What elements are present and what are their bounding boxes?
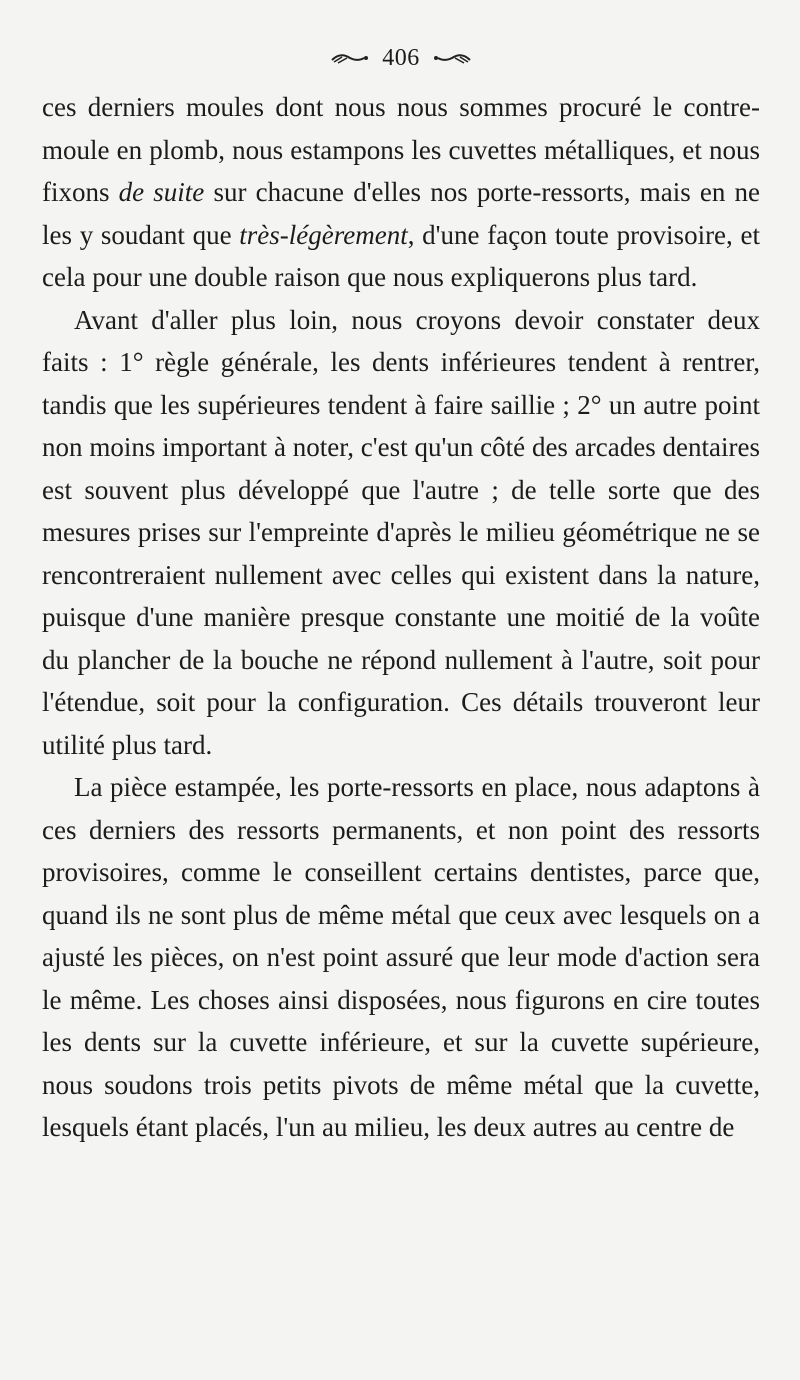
left-ornament-icon [330,51,370,65]
paragraph [42,766,760,1149]
italic-text: très-légèrement [239,219,408,250]
page-header [42,30,760,86]
body-text [42,86,760,1149]
text-run: ces derniers moules dont nous nous sommes procuré le contre-moule en plomb, nous estampons les cuvettes métalliques, et nous fixons [42,92,760,207]
right-ornament-icon [432,51,472,65]
paragraph [42,299,760,767]
paragraph [42,86,760,299]
page-number: 406 [382,44,420,71]
italic-text: de suite [118,177,205,207]
text-run: Avant d'aller plus loin, nous croyons devoir constater deux faits : 1° règle générale, les dents inférieures tendent à rentrer, tandis que les supérieures tendent à faire saillie ; 2° un autre point non moins important à noter, c'est qu'un côté des arcades dentaires est souvent plus développé que l'autre ; de telle sorte que des mesures prises sur l'empreinte d'après le milieu géométrique ne se rencontreraient nullement avec celles qui existent dans la nature, puisque d'une manière presque constante une moitié de la voûte du plancher de la bouche ne répond nullement à l'autre, soit pour l'étendue, soit pour la configuration. Ces détails trouveront leur utilité plus tard. [42,304,760,760]
text-run: sur chacune d'elles nos porte-ressorts, mais en ne les y soudant que [42,177,760,250]
text-run: La pièce estampée, les porte-ressorts en place, nous adaptons à ces derniers des ressorts permanents, et non point des ressorts provisoires, comme le conseillent certains dentistes, parce que, quand ils ne sont plus de même métal que ceux avec lesquels on a ajusté les pièces, on n'est point assuré que leur mode d'action sera le même. Les choses ainsi disposées, nous figurons en cire toutes les dents sur la cuvette inférieure, et sur la cuvette supérieure, nous soudons trois petits pivots de même métal que la cuvette, lesquels étant placés, l'un au milieu, les deux autres au centre de [42,772,760,1142]
text-run: , d'une façon toute provisoire, et cela pour une double raison que nous expliquerons plus tard. [42,219,760,292]
